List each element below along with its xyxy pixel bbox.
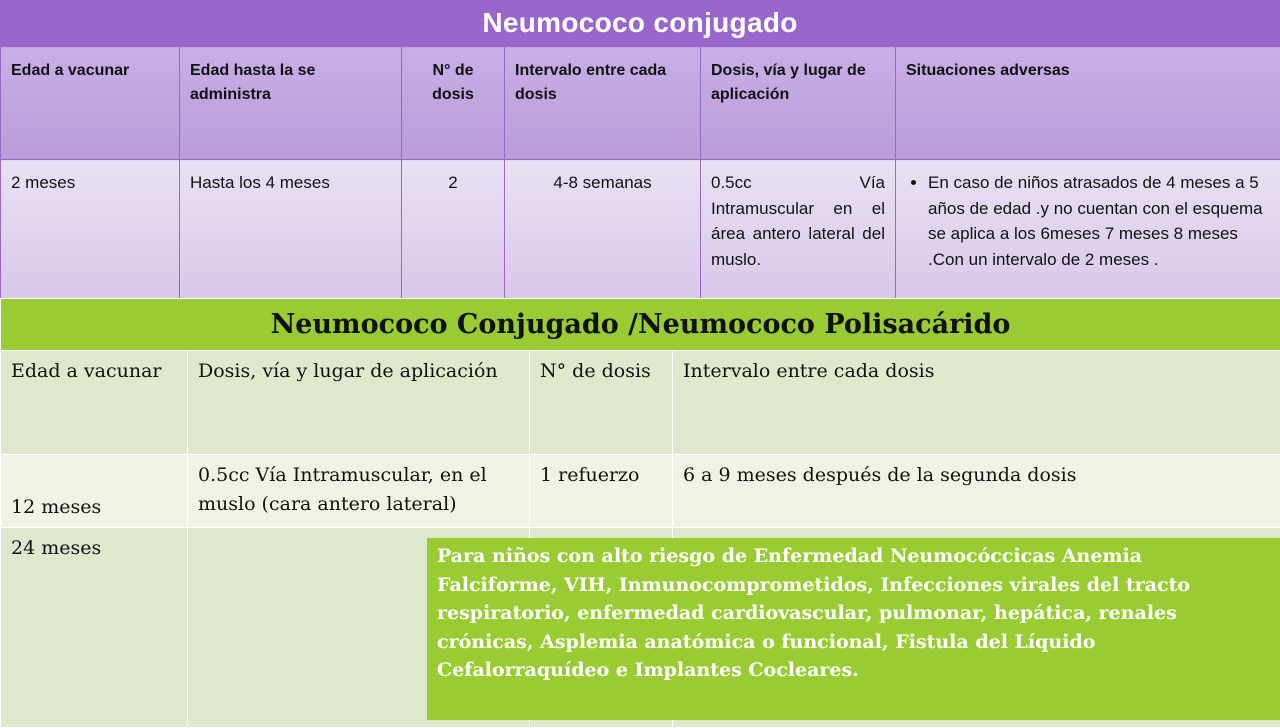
table-row	[1, 455, 1280, 528]
header-edad-hasta: Edad hasta la se administra	[180, 47, 402, 160]
header-intervalo: Intervalo entre cada dosis	[505, 47, 701, 160]
header-numero-dosis: N° de dosis	[530, 351, 673, 455]
cell-situaciones	[896, 160, 1280, 300]
neumococo-conjugado-table	[0, 46, 1280, 300]
header-edad-a-vacunar: Edad a vacunar	[1, 351, 188, 455]
cell-edad: 2 meses	[1, 160, 180, 300]
table2-header-row	[1, 351, 1280, 455]
header-situaciones: Situaciones adversas	[896, 47, 1280, 160]
list-item: • En caso de niños atrasados de 4 meses a 5 años de edad .y no cuentan con el esquema se aplica a los 6meses 7 meses 8 meses .Con un intervalo de 2 meses .	[928, 170, 1270, 272]
cell-edad: 24 meses	[1, 528, 188, 728]
header-dosis-via: Dosis, vía y lugar de aplicación	[188, 351, 530, 455]
cell-hasta: Hasta los 4 meses	[180, 160, 402, 300]
cell-intervalo: 4-8 semanas	[505, 160, 701, 300]
cell-via: 0.5cc Vía Intramuscular en el área antero lateral del muslo.	[701, 160, 896, 300]
cell-intervalo: 6 a 9 meses después de la segunda dosis	[673, 455, 1280, 528]
table-row	[1, 160, 1280, 300]
cell-dosis: 1 refuerzo	[530, 455, 673, 528]
cell-edad: 12 meses	[1, 455, 188, 528]
header-intervalo: Intervalo entre cada dosis	[673, 351, 1280, 455]
table2-title: Neumococo Conjugado /Neumococo Polisacárido	[1, 299, 1280, 351]
table2-title-row	[1, 299, 1280, 351]
table1-header-row	[1, 47, 1280, 160]
cell-via: 0.5cc Vía Intramuscular, en el muslo (cara antero lateral)	[188, 455, 530, 528]
header-edad-a-vacunar: Edad a vacunar	[1, 47, 180, 160]
situaciones-list	[906, 170, 1270, 272]
header-numero-dosis: N° de dosis	[402, 47, 505, 160]
table1-title: Neumococo conjugado	[0, 0, 1280, 46]
cell-dosis: 2	[402, 160, 505, 300]
header-dosis-via: Dosis, vía y lugar de aplicación	[701, 47, 896, 160]
high-risk-note: Para niños con alto riesgo de Enfermedad Neumocóccicas Anemia Falciforme, VIH, Inmunocomprometidos, Infecciones virales del tracto respiratorio, enfermedad cardiovascular, pulmonar, hepática, renales crónicas, Asplemia anatómica o funcional, Fistula del Líquido Cefalorraquídeo e Implantes Cocleares.	[427, 538, 1280, 720]
